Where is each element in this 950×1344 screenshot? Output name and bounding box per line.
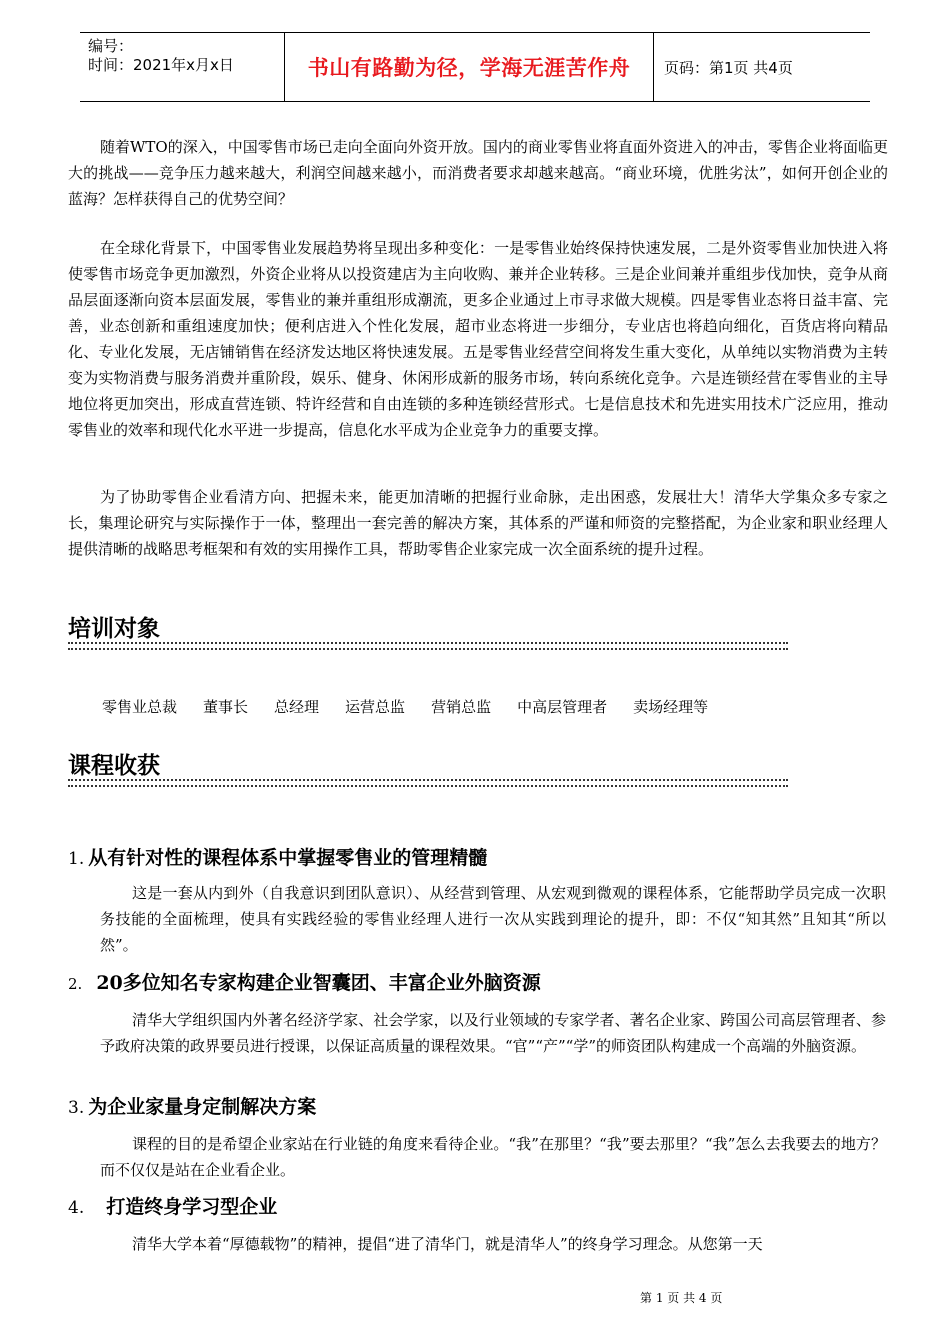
header-page-cell <box>654 33 870 101</box>
gain-item-body: 课程的目的是希望企业家站在行业链的角度来看待企业。“我”在那里？“我”要去那里？“我”怎么去我要去的地方？而不仅仅是站在企业看企业。 <box>100 1135 886 1179</box>
audience-item: 董事长 <box>203 698 249 716</box>
audience-item: 营销总监 <box>431 698 492 716</box>
gain-item-number: 1. <box>68 849 85 869</box>
gain-item-number: 3. <box>68 1098 85 1118</box>
time-label: 时间：2021年x月x日 <box>88 56 234 74</box>
gain-item-title <box>68 1094 316 1121</box>
gain-item-body: 清华大学组织国内外著名经济学家、社会学家，以及行业领域的专家学者、著名企业家、跨国公司高层管理者、参予政府决策的政界要员进行授课，以保证高质量的课程效果。“官”“产”“学”的师资团队构建成一个高端的外脑资源。 <box>100 1011 886 1055</box>
header-motto-cell <box>284 33 654 101</box>
audience-list <box>102 696 734 717</box>
gain-item-heading: 从有针对性的课程体系中掌握零售业的管理精髓 <box>88 847 488 869</box>
gain-item-body: 这是一套从内到外（自我意识到团队意识）、从经营到管理、从宏观到微观的课程体系，它能帮助学员完成一次职务技能的全面梳理，使具有实践经验的零售业经理人进行一次从实践到理论的提升，即：不仅“知其然”且知其“所以然”。 <box>100 884 886 954</box>
motto: 书山有路勤为径，学海无涯苦作舟 <box>307 56 631 80</box>
intro-paragraph-3: 为了协助零售企业看清方向、把握未来，能更加清晰的把握行业命脉，走出困惑，发展壮大！清华大学集众多专家之长，集理论研究与实际操作于一体，整理出一套完善的解决方案，其体系的严谨和师资的完整搭配，为企业家和职业经理人提供清晰的战略思考框架和有效的实用操作工具，帮助零售企业家完成一次全面系统的提升过程。 <box>68 488 888 558</box>
section-divider <box>68 779 788 787</box>
gain-item-body: 清华大学本着“厚德载物”的精神，提倡“进了清华门，就是清华人”的终身学习理念。从您第一天 <box>132 1235 763 1253</box>
header-table <box>80 32 870 102</box>
audience-item: 卖场经理等 <box>633 698 709 716</box>
gain-item-title <box>68 845 487 872</box>
gain-item-heading: 为企业家量身定制解决方案 <box>88 1096 317 1118</box>
section-title-audience: 培训对象 <box>68 616 160 642</box>
gain-item-title <box>68 1194 277 1221</box>
audience-item: 运营总监 <box>345 698 406 716</box>
gain-item-number: 4. <box>68 1198 85 1218</box>
intro-paragraph-1: 随着WTO的深入，中国零售市场已走向全面向外资开放。国内的商业零售业将直面外资进入的冲击，零售企业将面临更大的挑战——竞争压力越来越大，利润空间越来越小，而消费者要求却越来越高。“商业环境，优胜劣汰”，如何开创企业的蓝海？怎样获得自己的优势空间？ <box>68 138 888 208</box>
gain-item-number: 2. <box>68 975 83 993</box>
intro-paragraph-2: 在全球化背景下，中国零售业发展趋势将呈现出多种变化：一是零售业始终保持快速发展，二是外资零售业加快进入将使零售市场竞争更加激烈，外资企业将从以投资建店为主向收购、兼并企业转移。三是企业间兼并重组步伐加快，竞争从商品层面逐渐向资本层面发展，零售业的兼并重组形成潮流，更多企业通过上市寻求做大规模。四是零售业态将日益丰富、完善，业态创新和重组速度加快；便利店进入个性化发展，超市业态将进一步细分，专业店也将趋向细化，百货店将向精品化、专业化发展，无店铺销售在经济发达地区将快速发展。五是零售业经营空间将发生重大变化，从单纯以实物消费为主转变为实物消费与服务消费并重阶段，娱乐、健身、休闲形成新的服务市场，转向系统化竞争。六是连锁经营在零售业的主导地位将更加突出，形成直营连锁、特许经营和自由连锁的多种连锁经营形式。七是信息技术和先进实用技术广泛应用，推动零售业的效率和现代化水平进一步提高，信息化水平成为企业竞争力的重要支撑。 <box>68 239 888 439</box>
audience-item: 中高层管理者 <box>517 698 608 716</box>
audience-item: 总经理 <box>274 698 320 716</box>
page-footer: 第 1 页 共 4 页 <box>640 1291 723 1305</box>
section-title-gains: 课程收获 <box>68 753 160 779</box>
gain-item-title <box>68 970 541 997</box>
audience-item: 零售业总裁 <box>102 698 178 716</box>
header-meta <box>80 33 284 101</box>
number-label: 编号： <box>88 37 134 55</box>
gain-item-heading: 20多位知名专家构建企业智囊团、丰富企业外脑资源 <box>96 972 541 994</box>
gain-item-heading: 打造终身学习型企业 <box>106 1196 278 1218</box>
page-code: 页码：第1页 共4页 <box>664 58 793 77</box>
section-divider <box>68 642 788 650</box>
